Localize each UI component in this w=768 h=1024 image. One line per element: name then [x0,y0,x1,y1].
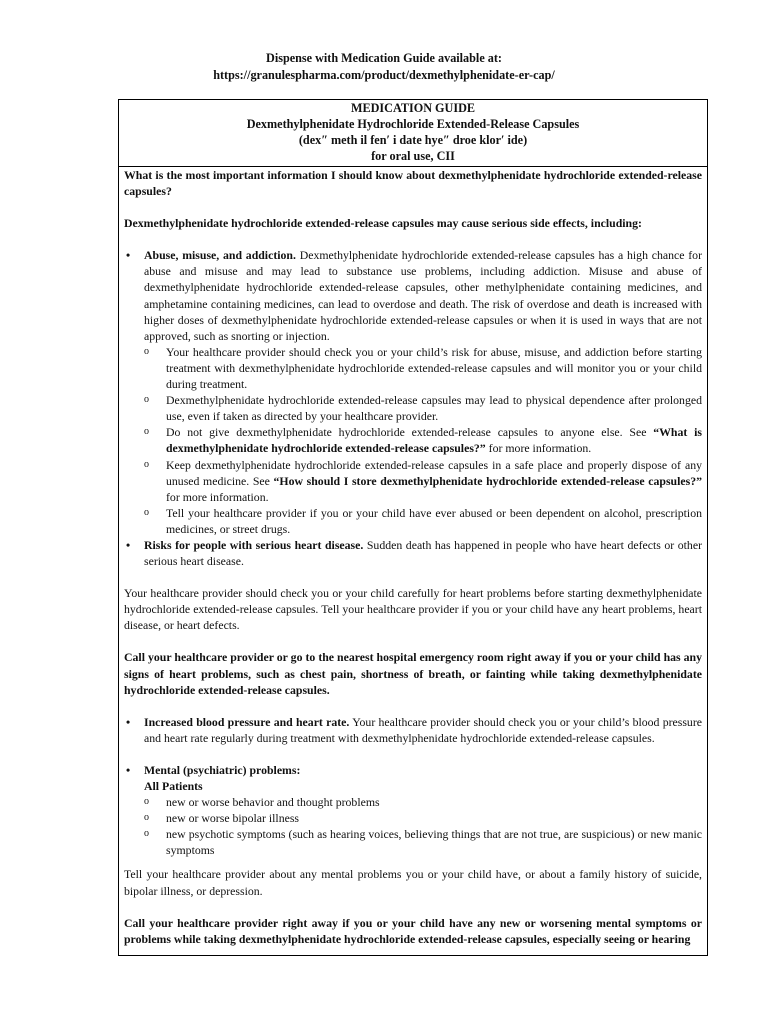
bullet-blood-pressure [124,714,702,746]
mental-paragraph: Tell your healthcare provider about any mental problems you or your child have, or about a family history of suicide, bipolar illness, or depression. [124,867,702,898]
sub-item [124,505,702,537]
circle-bullet-icon: o [144,812,149,824]
sub-item-text: new psychotic symptoms (such as hearing voices, believing things that are not true, are suspicious) or new manic symptoms [166,827,702,858]
bullet-icon: • [126,248,131,263]
sub-item-text: Your healthcare provider should check you or your child’s risk for abuse, misuse, and addiction before starting treatment with dexmethylphenidate hydrochloride extended-release capsules and will monitor you or your child during treatment. [166,344,702,392]
bullet-heading: Risks for people with serious heart disease. [144,537,364,552]
cross-reference: “How should I store dexmethylphenidate hydrochloride extended-release capsules?” [273,473,702,488]
circle-bullet-icon: o [144,345,149,357]
sub-item-text: new or worse behavior and thought problems [166,795,380,810]
bullet-icon: • [126,762,131,777]
sub-item [124,826,702,858]
sub-item [124,810,702,826]
dispense-line: Dispense with Medication Guide available at: [266,51,502,65]
pronunciation: (dex″ meth il fen′ i date hye″ droe klor′ ide) [298,133,528,147]
bullet-heart-disease [124,537,702,569]
circle-bullet-icon: o [144,796,149,808]
guide-title: MEDICATION GUIDE [350,101,476,115]
sub-item [124,392,702,424]
sub-item [124,794,702,810]
bullet-text: Sudden death has happened in people who have heart defects or other serious heart disease. [144,537,702,569]
circle-bullet-icon: o [144,394,149,406]
bullet-heading: Increased blood pressure and heart rate. [144,714,350,729]
sub-item [124,344,702,392]
bullet-heading: Abuse, misuse, and addiction. [144,248,296,263]
sub-item-text: Do not give dexmethylphenidate hydrochloride extended-release capsules to anyone else. See [166,425,654,440]
section-question: What is the most important information I should know about dexmethylphenidate hydrochloride extended-release capsules? [124,168,702,199]
sub-item [124,457,702,505]
sub-item-text: Tell your healthcare provider if you or your child have ever abused or been dependent on alcohol, prescription medicines, or street drugs. [166,505,702,536]
heart-paragraph: Your healthcare provider should check you or your child carefully for heart problems before starting dexmethylphenidate hydrochloride extended-release capsules. Tell your healthcare provider if you or your child have any heart problems, heart disease, or heart defects. [124,586,702,633]
guide-content [119,167,707,947]
bullet-icon: • [126,537,131,552]
dispense-notice [0,50,768,84]
guide-header [119,100,707,167]
sub-item-text: Dexmethylphenidate hydrochloride extended-release capsules may lead to physical dependence after prolonged use, even if taken as directed by your healthcare provider. [166,393,702,424]
drug-name: Dexmethylphenidate Hydrochloride Extended-Release Capsules [246,117,580,131]
cross-reference: “What is dexmethylphenidate hydrochloride extended-release capsules?” [166,425,702,456]
circle-bullet-icon: o [144,458,149,470]
medication-guide-box [118,99,708,956]
side-effects-intro: Dexmethylphenidate hydrochloride extended-release capsules may cause serious side effects, including: [124,216,642,231]
all-patients-heading: All Patients [144,779,203,793]
circle-bullet-icon: o [144,506,149,518]
bullet-mental [124,762,702,778]
circle-bullet-icon: o [144,426,149,438]
bullet-icon: • [126,714,131,729]
mental-warning: Call your healthcare provider right away if you or your child have any new or worsening mental symptoms or problems while taking dexmethylphenidate hydrochloride extended-release capsules, especially seeing or hearing [124,915,702,946]
route-schedule: for oral use, CII [371,149,455,163]
circle-bullet-icon: o [144,828,149,840]
sub-item-text: Keep dexmethylphenidate hydrochloride extended-release capsules in a safe place and properly dispose of any unused medicine. See [166,457,702,488]
sub-item-text: new or worse bipolar illness [166,811,300,826]
sub-item-text: for more information. [166,489,269,504]
sub-item-text: for more information. [485,441,592,456]
sub-item [124,424,702,456]
medication-guide-url[interactable]: https://granulespharma.com/product/dexmethylphenidate-er-cap/ [213,68,555,82]
bullet-text: Your healthcare provider should check you or your child’s blood pressure and heart rate regularly during treatment with dexmethylphenidate hydrochloride extended-release capsules. [144,714,702,745]
bullet-abuse [124,247,702,344]
bullet-heading: Mental (psychiatric) problems: [144,762,301,777]
bullet-text: Dexmethylphenidate hydrochloride extended-release capsules has a high chance for abuse and misuse and may lead to substance use problems, including addiction. Misuse and abuse of dexmethylphenidate hydrochloride extended-release capsules, other methylphenidate containing medicines, and amphetamine containing medicines, can lead to overdose and death. The risk of overdose and death is increased with higher doses of dexmethylphenidate hydrochloride extended-release capsules or when it is used in ways that are not approved, such as snorting or injection. [144,248,703,343]
heart-warning: Call your healthcare provider or go to the nearest hospital emergency room right away if you or your child has any signs of heart problems, such as chest pain, shortness of breath, or fainting while taking dexmethylphenidate hydrochloride extended-release capsules. [124,650,702,697]
